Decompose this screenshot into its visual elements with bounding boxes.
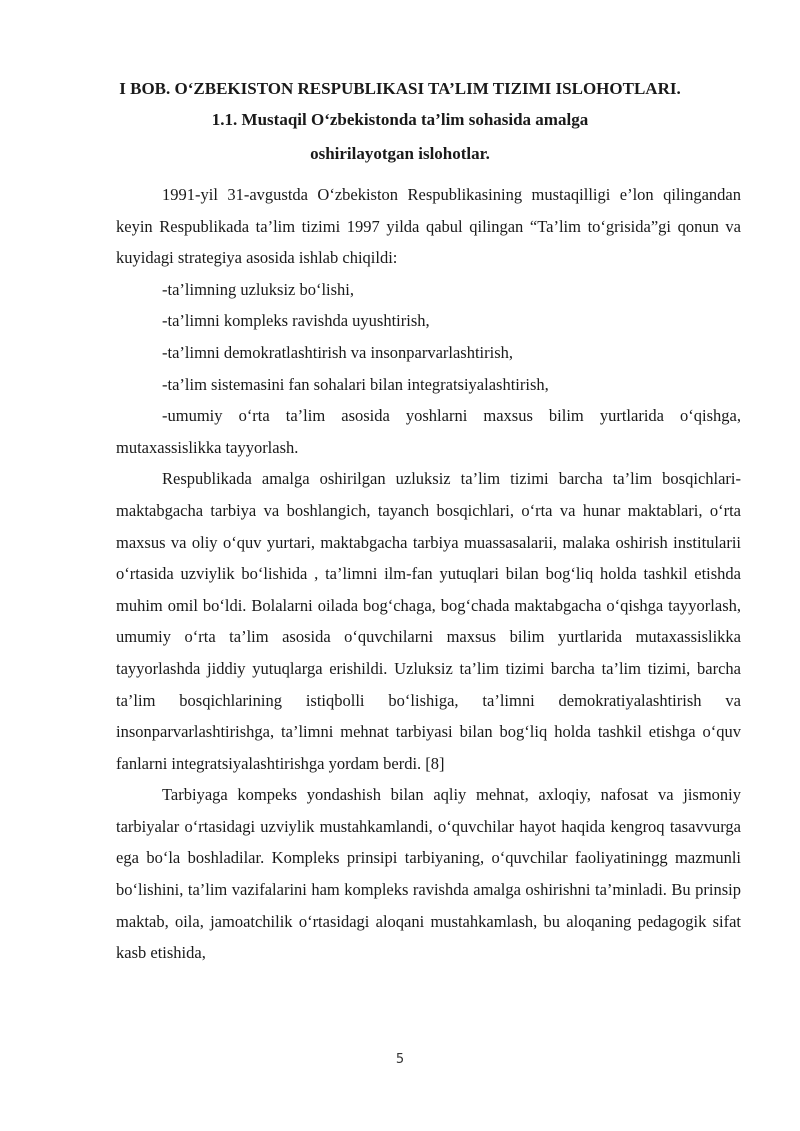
paragraph: Respublikada amalga oshirilgan uzluksiz ta’lim tizimi barcha ta’lim bosqichlari-maktabgacha tarbiya va boshlangich, tayanch bosqichlari, o‘rta va hunar maktablari, o‘rta maxsus va oliy o‘quv yurtari, maktabgacha tarbiya muassasalarii, malaka oshirish institularii o‘rtasida uzviylik bo‘lishida , ta’limni ilm-fan yutuqlari bilan bog‘liq holda tashkil etishda muhim omil bo‘ldi. Bolalarni oilada bog‘chaga, bog‘chada maktabgacha o‘qishga tayyorlash, umumiy o‘rta ta’lim asosida o‘quvchilarni maxsus bilim yurtlarida mutaxassislikka tayyorlashda jiddiy yutuqlarga erishildi. Uzluksiz ta’lim tizimi barcha ta’lim tizimi, barcha ta’lim bosqichlarining istiqbolli bo‘lishiga, ta’limni demokratiyalashtirish va insonparvarlashtirishga, ta’limni mehnat tarbiyasi bilan bog‘liq holda tashkil etishga o‘quv fanlarni integratsiyalashtirishga yordam berdi. [8] <box>116 469 741 773</box>
chapter-title: I BOB. O‘ZBEKISTON RESPUBLIKASI TA’LIM TIZIMI ISLOHOTLARI. <box>119 79 681 98</box>
paragraph-intro: 1991-yil 31-avgustda O‘zbekiston Respublikasining mustaqilligi e’lon qilingandan keyin Respublikada ta’lim tizimi 1997 yilda qabul qilingan “Ta’lim to‘grisida”gi qonun va kuyidagi strategiya asosida ishlab chiqildi: <box>116 185 741 268</box>
section-title-line-1: 1.1. Mustaqil O‘zbekistonda ta’lim sohasida amalga <box>211 110 589 129</box>
body-text <box>116 179 741 969</box>
list-item: -ta’limning uzluksiz bo‘lishi, <box>162 279 355 299</box>
list-item: -umumiy o‘rta ta’lim asosida yoshlarni maxsus bilim yurtlarida o‘qishga, mutaxassislikka tayyorlash. <box>116 406 741 457</box>
page-number: 5 <box>395 1052 405 1067</box>
paragraph: Tarbiyaga kompeks yondashish bilan aqliy mehnat, axloqiy, nafosat va jismoniy tarbiyalar o‘rtasidagi uzviylik mustahkamlandi, o‘quvchilar hayot haqida kengroq tasavvurga ega bo‘la boshladilar. Kompleks prinsipi tarbiyaning, o‘quvchilar faoliyatiningg mazmunli bo‘lishini, ta’lim vazifalarini ham kompleks ravishda amalga oshirishni ta’minladi. Bu prinsip maktab, oila, jamoatchilik o‘rtasidagi aloqani mustahkamlash, bu aloqaning pedagogik sifat kasb etishida, <box>116 785 741 963</box>
list-item: -ta’limni demokratlashtirish va insonparvarlashtirish, <box>162 342 514 362</box>
list-item: -ta’lim sistemasini fan sohalari bilan integratsiyalashtirish, <box>162 374 549 394</box>
list-item: -ta’limni kompleks ravishda uyushtirish, <box>162 311 430 331</box>
section-title-line-2: oshirilayotgan islohotlar. <box>310 144 490 163</box>
